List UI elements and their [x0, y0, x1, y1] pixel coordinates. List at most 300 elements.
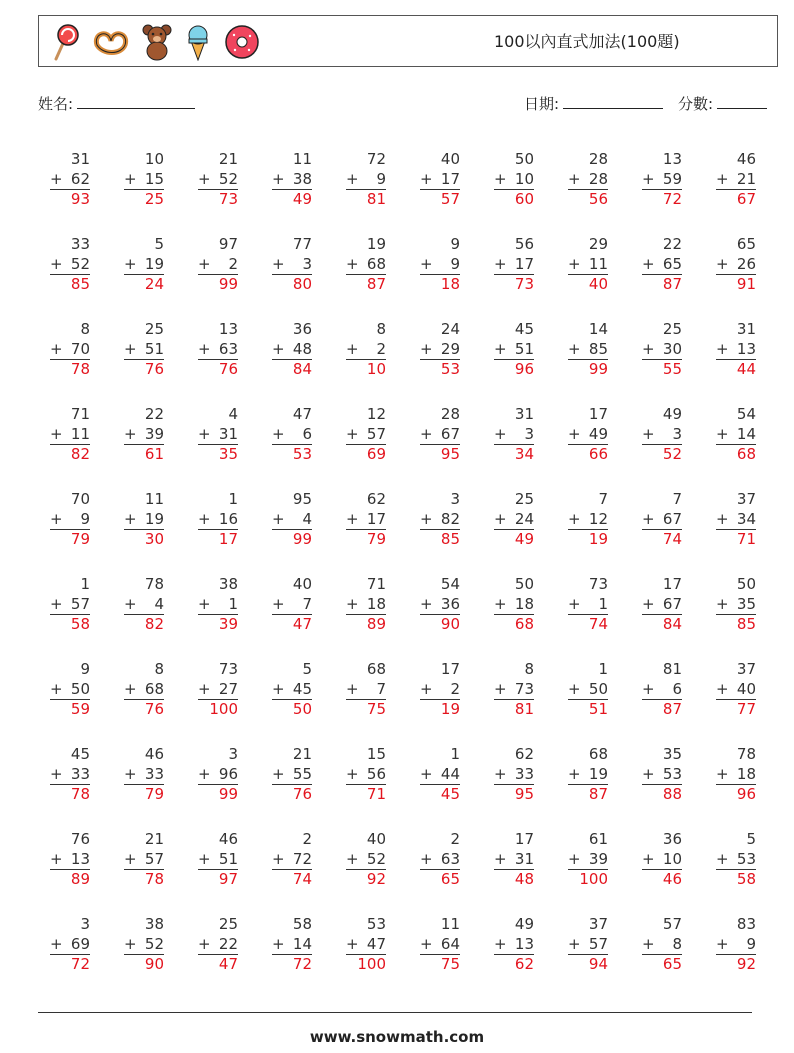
plus-sign: +: [50, 849, 63, 868]
answer: 76: [272, 784, 312, 805]
date-label: 日期:: [524, 95, 560, 113]
problem-42: [124, 490, 164, 550]
addend-bottom-value: 9: [376, 169, 386, 188]
plus-sign: +: [494, 764, 507, 783]
addend-bottom: [124, 510, 164, 530]
plus-sign: +: [272, 254, 285, 273]
addend-bottom-value: 38: [292, 169, 312, 188]
addend-top: 7: [672, 490, 682, 508]
plus-sign: +: [568, 169, 581, 188]
addend-bottom: [198, 425, 238, 445]
answer: 79: [346, 529, 386, 550]
addend-bottom-value: 3: [672, 424, 682, 443]
addend-bottom: [50, 170, 90, 190]
addend-top: 3: [450, 490, 460, 508]
addend-top: 13: [662, 150, 682, 168]
addend-bottom: [50, 765, 90, 785]
addend-top: 78: [736, 745, 756, 763]
addend-bottom-value: 67: [662, 594, 682, 613]
addend-bottom: [642, 850, 682, 870]
plus-sign: +: [124, 679, 137, 698]
addend-top: 11: [440, 915, 460, 933]
addend-top: 2: [450, 830, 460, 848]
plus-sign: +: [272, 934, 285, 953]
addend-top: 70: [70, 490, 90, 508]
problem-3: [198, 150, 238, 210]
answer: 53: [420, 359, 460, 380]
addend-bottom: [124, 680, 164, 700]
plus-sign: +: [642, 169, 655, 188]
addend-top: 40: [292, 575, 312, 593]
answer: 45: [420, 784, 460, 805]
answer: 34: [494, 444, 534, 465]
addend-bottom-value: 67: [662, 509, 682, 528]
plus-sign: +: [198, 849, 211, 868]
problem-17: [494, 235, 534, 295]
addend-top: 2: [302, 830, 312, 848]
addend-bottom-value: 1: [598, 594, 608, 613]
answer: 81: [494, 699, 534, 720]
addend-top: 15: [366, 745, 386, 763]
addend-bottom-value: 19: [588, 764, 608, 783]
addend-top: 35: [662, 745, 682, 763]
addend-top: 8: [80, 320, 90, 338]
answer: 87: [346, 274, 386, 295]
answer: 84: [272, 359, 312, 380]
answer: 62: [494, 954, 534, 975]
addend-top: 17: [588, 405, 608, 423]
problem-67: [494, 660, 534, 720]
plus-sign: +: [642, 594, 655, 613]
addend-top: 50: [514, 575, 534, 593]
addend-top: 24: [440, 320, 460, 338]
addend-top: 21: [292, 745, 312, 763]
answer: 80: [272, 274, 312, 295]
problem-79: [642, 745, 682, 805]
problem-15: [346, 235, 386, 295]
answer: 90: [420, 614, 460, 635]
addend-bottom: [346, 680, 386, 700]
addend-top: 62: [366, 490, 386, 508]
addend-bottom-value: 9: [80, 509, 90, 528]
plus-sign: +: [420, 679, 433, 698]
answer: 53: [272, 444, 312, 465]
addend-bottom: [494, 170, 534, 190]
addend-bottom: [642, 510, 682, 530]
plus-sign: +: [50, 169, 63, 188]
answer: 100: [568, 869, 608, 890]
answer: 55: [642, 359, 682, 380]
addend-bottom: [50, 425, 90, 445]
addend-bottom: [124, 935, 164, 955]
problem-25: [346, 320, 386, 380]
problem-31: [50, 405, 90, 465]
problem-81: [50, 830, 90, 890]
addend-top: 8: [376, 320, 386, 338]
plus-sign: +: [198, 339, 211, 358]
answer: 58: [716, 869, 756, 890]
addend-bottom: [346, 340, 386, 360]
addend-top: 1: [598, 660, 608, 678]
problem-33: [198, 405, 238, 465]
date-blank[interactable]: [563, 94, 663, 109]
addend-bottom: [272, 935, 312, 955]
addend-top: 62: [514, 745, 534, 763]
problem-76: [420, 745, 460, 805]
answer: 81: [346, 189, 386, 210]
problem-24: [272, 320, 312, 380]
addend-bottom-value: 11: [588, 254, 608, 273]
plus-sign: +: [124, 509, 137, 528]
problem-90: [716, 830, 756, 890]
problem-56: [420, 575, 460, 635]
answer: 72: [272, 954, 312, 975]
problem-60: [716, 575, 756, 635]
name-field[interactable]: [38, 93, 195, 114]
addend-top: 4: [228, 405, 238, 423]
addend-bottom-value: 6: [302, 424, 312, 443]
addend-bottom: [198, 340, 238, 360]
addend-bottom: [716, 850, 756, 870]
plus-sign: +: [346, 934, 359, 953]
addend-bottom-value: 16: [218, 509, 238, 528]
plus-sign: +: [124, 424, 137, 443]
addend-bottom-value: 96: [218, 764, 238, 783]
plus-sign: +: [346, 424, 359, 443]
addend-bottom: [272, 170, 312, 190]
plus-sign: +: [494, 679, 507, 698]
teddy-bear-icon: [141, 23, 173, 61]
addend-bottom: [346, 935, 386, 955]
addend-top: 56: [514, 235, 534, 253]
plus-sign: +: [346, 509, 359, 528]
answer: 30: [124, 529, 164, 550]
plus-sign: +: [346, 594, 359, 613]
addend-bottom-value: 85: [588, 339, 608, 358]
addend-top: 73: [218, 660, 238, 678]
addend-bottom: [716, 425, 756, 445]
plus-sign: +: [198, 169, 211, 188]
answer: 96: [494, 359, 534, 380]
addend-bottom-value: 39: [588, 849, 608, 868]
addend-bottom-value: 24: [514, 509, 534, 528]
addend-bottom: [420, 765, 460, 785]
addend-bottom-value: 10: [662, 849, 682, 868]
addend-bottom: [494, 935, 534, 955]
answer: 79: [50, 529, 90, 550]
problem-39: [642, 405, 682, 465]
addend-top: 25: [218, 915, 238, 933]
problem-94: [272, 915, 312, 975]
answer: 47: [272, 614, 312, 635]
answer: 68: [716, 444, 756, 465]
answer: 47: [198, 954, 238, 975]
addend-bottom: [642, 340, 682, 360]
date-field[interactable]: [524, 93, 663, 114]
addend-bottom: [494, 765, 534, 785]
addend-bottom-value: 28: [588, 169, 608, 188]
plus-sign: +: [716, 934, 729, 953]
addend-bottom: [50, 595, 90, 615]
answer: 72: [642, 189, 682, 210]
plus-sign: +: [346, 339, 359, 358]
answer: 74: [272, 869, 312, 890]
plus-sign: +: [568, 849, 581, 868]
addend-bottom-value: 6: [672, 679, 682, 698]
addend-bottom-value: 26: [736, 254, 756, 273]
addend-bottom-value: 44: [440, 764, 460, 783]
addend-bottom: [272, 765, 312, 785]
addend-bottom-value: 9: [450, 254, 460, 273]
addend-bottom-value: 35: [736, 594, 756, 613]
plus-sign: +: [568, 509, 581, 528]
plus-sign: +: [716, 679, 729, 698]
plus-sign: +: [198, 254, 211, 273]
problem-87: [494, 830, 534, 890]
addend-bottom: [494, 425, 534, 445]
answer: 78: [50, 359, 90, 380]
problem-2: [124, 150, 164, 210]
addend-bottom-value: 9: [746, 934, 756, 953]
problem-65: [346, 660, 386, 720]
problem-61: [50, 660, 90, 720]
problem-64: [272, 660, 312, 720]
addend-bottom-value: 31: [218, 424, 238, 443]
addend-top: 38: [144, 915, 164, 933]
addend-bottom: [716, 170, 756, 190]
problem-23: [198, 320, 238, 380]
addend-bottom-value: 12: [588, 509, 608, 528]
problem-29: [642, 320, 682, 380]
addend-bottom: [272, 680, 312, 700]
addend-top: 11: [292, 150, 312, 168]
answer: 67: [716, 189, 756, 210]
addend-bottom: [494, 340, 534, 360]
plus-sign: +: [124, 594, 137, 613]
plus-sign: +: [568, 339, 581, 358]
plus-sign: +: [642, 339, 655, 358]
addend-bottom: [50, 340, 90, 360]
addend-top: 68: [588, 745, 608, 763]
addend-bottom: [642, 765, 682, 785]
name-label: 姓名:: [38, 95, 74, 113]
addend-bottom-value: 40: [736, 679, 756, 698]
addend-bottom-value: 11: [70, 424, 90, 443]
addend-bottom-value: 21: [736, 169, 756, 188]
addend-bottom-value: 64: [440, 934, 460, 953]
score-blank[interactable]: [717, 94, 767, 109]
addend-bottom: [346, 765, 386, 785]
problem-98: [568, 915, 608, 975]
addend-bottom: [568, 510, 608, 530]
answer: 10: [346, 359, 386, 380]
answer: 71: [716, 529, 756, 550]
addend-bottom-value: 45: [292, 679, 312, 698]
problem-91: [50, 915, 90, 975]
answer: 90: [124, 954, 164, 975]
addend-bottom: [568, 255, 608, 275]
addend-bottom-value: 59: [662, 169, 682, 188]
addend-top: 73: [588, 575, 608, 593]
answer: 74: [568, 614, 608, 635]
plus-sign: +: [346, 849, 359, 868]
addend-bottom: [346, 510, 386, 530]
addend-bottom: [568, 170, 608, 190]
problem-55: [346, 575, 386, 635]
plus-sign: +: [50, 339, 63, 358]
answer: 96: [716, 784, 756, 805]
addend-bottom-value: 51: [218, 849, 238, 868]
problem-57: [494, 575, 534, 635]
answer: 82: [124, 614, 164, 635]
problem-38: [568, 405, 608, 465]
plus-sign: +: [642, 254, 655, 273]
addend-bottom-value: 4: [154, 594, 164, 613]
answer: 65: [420, 869, 460, 890]
plus-sign: +: [494, 849, 507, 868]
addend-bottom-value: 18: [736, 764, 756, 783]
addend-bottom: [568, 935, 608, 955]
addend-bottom-value: 19: [144, 254, 164, 273]
addend-bottom-value: 2: [450, 679, 460, 698]
problem-97: [494, 915, 534, 975]
addend-bottom-value: 2: [376, 339, 386, 358]
plus-sign: +: [716, 594, 729, 613]
answer: 25: [124, 189, 164, 210]
addend-bottom: [420, 935, 460, 955]
problem-96: [420, 915, 460, 975]
problem-44: [272, 490, 312, 550]
addend-bottom-value: 13: [70, 849, 90, 868]
plus-sign: +: [494, 254, 507, 273]
plus-sign: +: [198, 594, 211, 613]
plus-sign: +: [124, 849, 137, 868]
plus-sign: +: [346, 254, 359, 273]
addend-bottom-value: 7: [302, 594, 312, 613]
answer: 19: [420, 699, 460, 720]
problem-45: [346, 490, 386, 550]
addend-top: 77: [292, 235, 312, 253]
addend-top: 65: [736, 235, 756, 253]
addend-top: 5: [154, 235, 164, 253]
answer: 100: [198, 699, 238, 720]
plus-sign: +: [568, 424, 581, 443]
plus-sign: +: [420, 594, 433, 613]
answer: 49: [272, 189, 312, 210]
answer: 89: [50, 869, 90, 890]
addend-top: 58: [292, 915, 312, 933]
plus-sign: +: [716, 764, 729, 783]
plus-sign: +: [50, 764, 63, 783]
plus-sign: +: [346, 679, 359, 698]
problem-73: [198, 745, 238, 805]
addend-bottom-value: 14: [736, 424, 756, 443]
addend-bottom-value: 47: [366, 934, 386, 953]
addend-top: 17: [514, 830, 534, 848]
addend-bottom-value: 69: [70, 934, 90, 953]
problem-51: [50, 575, 90, 635]
plus-sign: +: [420, 849, 433, 868]
plus-sign: +: [420, 254, 433, 273]
answer: 99: [198, 274, 238, 295]
addend-bottom: [642, 255, 682, 275]
answer: 71: [346, 784, 386, 805]
addend-bottom-value: 57: [588, 934, 608, 953]
addend-top: 8: [154, 660, 164, 678]
addend-bottom-value: 36: [440, 594, 460, 613]
addend-bottom-value: 7: [376, 679, 386, 698]
addend-bottom-value: 52: [366, 849, 386, 868]
addend-top: 54: [440, 575, 460, 593]
addend-top: 21: [144, 830, 164, 848]
problem-50: [716, 490, 756, 550]
problem-40: [716, 405, 756, 465]
plus-sign: +: [642, 934, 655, 953]
addend-bottom-value: 4: [302, 509, 312, 528]
addend-bottom: [568, 765, 608, 785]
addend-bottom: [568, 340, 608, 360]
answer: 76: [124, 359, 164, 380]
addend-bottom: [346, 850, 386, 870]
problem-43: [198, 490, 238, 550]
addend-top: 8: [524, 660, 534, 678]
addend-bottom: [420, 595, 460, 615]
addend-bottom-value: 68: [144, 679, 164, 698]
problem-5: [346, 150, 386, 210]
name-blank[interactable]: [77, 94, 195, 109]
answer: 75: [420, 954, 460, 975]
addend-bottom: [494, 510, 534, 530]
addend-bottom: [716, 765, 756, 785]
addend-bottom: [642, 425, 682, 445]
addend-top: 9: [80, 660, 90, 678]
problem-46: [420, 490, 460, 550]
addend-bottom-value: 50: [588, 679, 608, 698]
addend-bottom: [124, 255, 164, 275]
plus-sign: +: [494, 169, 507, 188]
problem-19: [642, 235, 682, 295]
answer: 82: [50, 444, 90, 465]
addend-bottom: [198, 765, 238, 785]
plus-sign: +: [346, 764, 359, 783]
addend-bottom-value: 49: [588, 424, 608, 443]
score-field[interactable]: [678, 93, 767, 114]
footer-divider: [38, 1012, 752, 1013]
addend-top: 17: [662, 575, 682, 593]
answer: 97: [198, 869, 238, 890]
addend-bottom-value: 33: [144, 764, 164, 783]
answer: 87: [568, 784, 608, 805]
answer: 88: [642, 784, 682, 805]
ice-cream-icon: [183, 23, 213, 61]
plus-sign: +: [272, 424, 285, 443]
addend-bottom: [50, 935, 90, 955]
answer: 18: [420, 274, 460, 295]
problem-21: [50, 320, 90, 380]
addend-bottom: [494, 255, 534, 275]
icon-strip: [47, 22, 261, 62]
problem-66: [420, 660, 460, 720]
addend-top: 68: [366, 660, 386, 678]
plus-sign: +: [420, 339, 433, 358]
plus-sign: +: [272, 339, 285, 358]
addend-bottom-value: 8: [672, 934, 682, 953]
addend-top: 49: [514, 915, 534, 933]
plus-sign: +: [420, 509, 433, 528]
plus-sign: +: [494, 424, 507, 443]
problem-26: [420, 320, 460, 380]
answer: 99: [568, 359, 608, 380]
